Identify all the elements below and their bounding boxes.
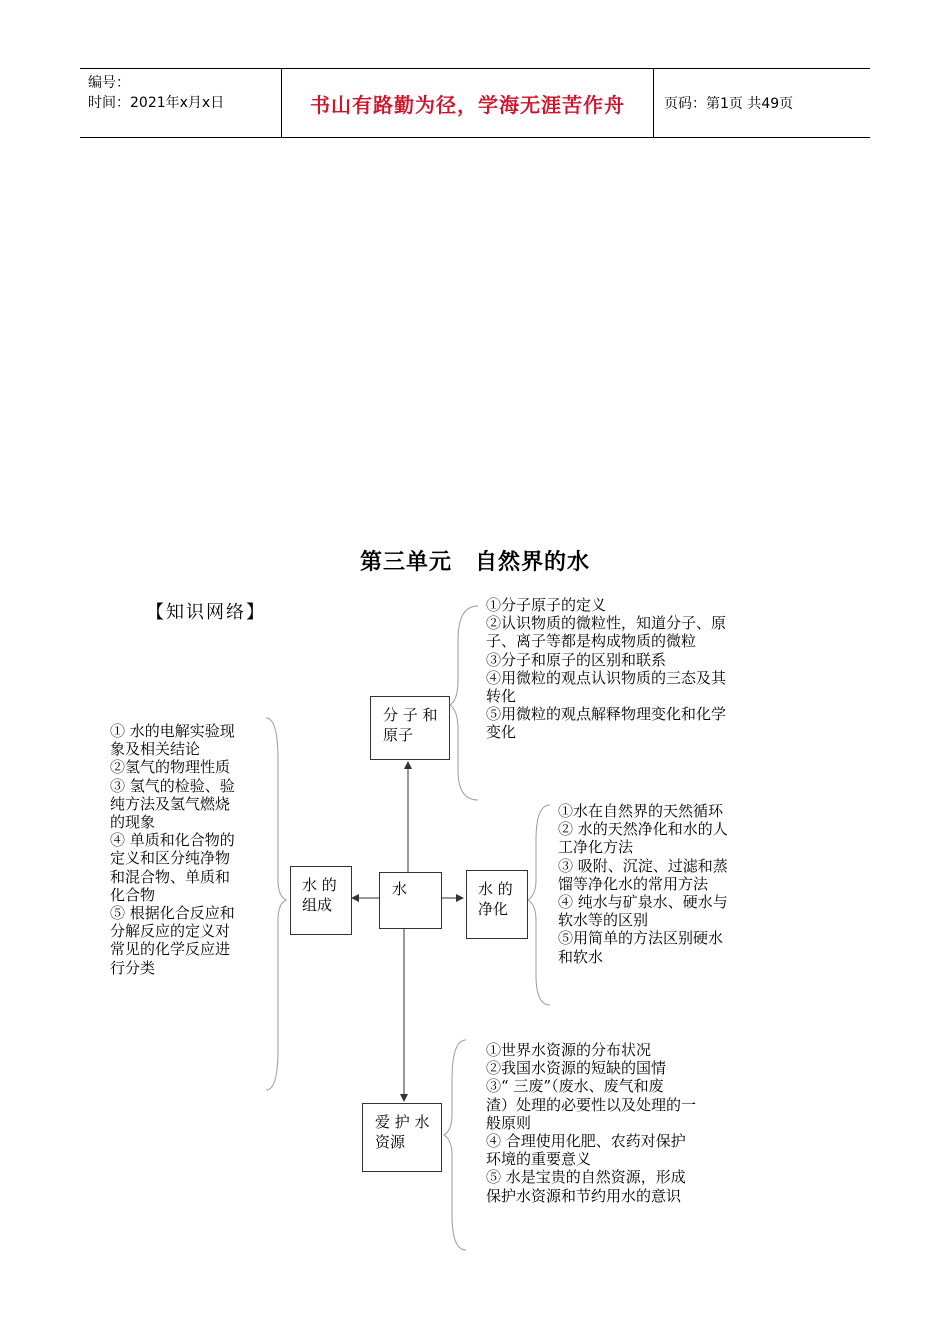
list-item: ④ 合理使用化肥、农药对保护 [486, 1132, 686, 1151]
list-item: ②认识物质的微粒性，知道分子、原 [486, 614, 727, 633]
list-item: ⑤用简单的方法区别硬水 [558, 929, 724, 948]
node-protect [362, 1103, 442, 1172]
network-label: 【知识网络】 [146, 602, 266, 623]
node-composition [290, 866, 352, 935]
list-composition [110, 722, 235, 977]
list-item: 子、离子等都是构成物质的微粒 [486, 632, 697, 651]
list-item: ③“ 三废”（废水、废气和废 [486, 1077, 664, 1096]
list-molecule [486, 596, 726, 742]
brace-purify [528, 805, 550, 1005]
brace-composition [266, 718, 286, 1090]
list-item: 变化 [486, 723, 517, 742]
list-item: ③ 吸附、沉淀、过滤和蒸 [558, 856, 728, 875]
list-item: 保护水资源和节约用水的意识 [486, 1186, 682, 1205]
list-item: ④ 纯水与矿泉水、硬水与 [558, 893, 728, 912]
node-molecule-line2: 原子 [383, 726, 414, 744]
list-item: 转化 [486, 687, 517, 706]
node-purify-line2: 净化 [478, 900, 509, 918]
node-protect-line2: 资源 [375, 1133, 406, 1151]
node-protect-line1: 爱 护 水 [375, 1113, 430, 1131]
node-composition-line2: 组成 [302, 896, 333, 914]
node-molecule-line1: 分 子 和 [383, 706, 438, 724]
motto: 书山有路勤为径，学海无涯苦作舟 [310, 93, 625, 117]
list-item: 象及相关结论 [110, 740, 201, 759]
list-item: ② 水的天然净化和水的人 [558, 820, 728, 839]
list-item: 渣）处理的必要性以及处理的一 [486, 1095, 697, 1114]
list-item: ①世界水资源的分布状况 [486, 1041, 652, 1059]
list-item: ⑤ 根据化合反应和 [110, 904, 235, 923]
list-item: 纯方法及氢气燃烧 [110, 794, 231, 813]
list-item: ③ 氢气的检验、验 [110, 776, 235, 795]
node-purify-line1: 水 的 [478, 880, 513, 898]
page-label: 页码：第1页 共49页 [664, 96, 794, 112]
list-item: ③分子和原子的区别和联系 [486, 650, 667, 669]
list-item: 和软水 [558, 947, 604, 966]
list-purify [558, 802, 728, 966]
date-label: 时间：2021年x月x日 [88, 95, 225, 111]
list-item: 环境的重要意义 [486, 1150, 592, 1169]
node-molecule [370, 696, 450, 760]
node-composition-line1: 水 的 [302, 876, 337, 894]
list-item: 行分类 [110, 958, 156, 977]
list-item: 定义和区分纯净物 [110, 849, 231, 868]
list-item: 工净化方法 [558, 838, 634, 857]
list-item: ④用微粒的观点认识物质的三态及其 [486, 668, 727, 687]
list-item: 馏等净化水的常用方法 [558, 874, 709, 893]
list-item: 的现象 [110, 813, 156, 832]
list-item: 常见的化学反应进 [110, 940, 231, 959]
node-water [379, 872, 442, 929]
list-item: 和混合物、单质和 [110, 867, 231, 886]
list-item: 般原则 [486, 1113, 532, 1132]
list-item: 分解反应的定义对 [110, 922, 231, 941]
list-item: ②氢气的物理性质 [110, 758, 231, 777]
list-item: ⑤ 水是宝贵的自然资源，形成 [486, 1168, 686, 1187]
list-item: 软水等的区别 [558, 911, 649, 930]
list-item: ① 水的电解实验现 [110, 722, 235, 740]
list-item: ①分子原子的定义 [486, 596, 607, 614]
page-title: 第三单元 自然界的水 [359, 550, 590, 575]
node-water-label: 水 [392, 880, 408, 898]
list-item: ②我国水资源的短缺的国情 [486, 1059, 667, 1078]
number-label: 编号： [88, 75, 130, 91]
list-item: ①水在自然界的天然循环 [558, 802, 724, 820]
brace-protect [444, 1040, 466, 1250]
list-protect [486, 1041, 696, 1205]
node-purify [466, 870, 528, 939]
list-item: ④ 单质和化合物的 [110, 831, 235, 850]
brace-molecule [450, 606, 478, 800]
list-item: 化合物 [110, 885, 156, 904]
list-item: ⑤用微粒的观点解释物理变化和化学 [486, 705, 727, 724]
